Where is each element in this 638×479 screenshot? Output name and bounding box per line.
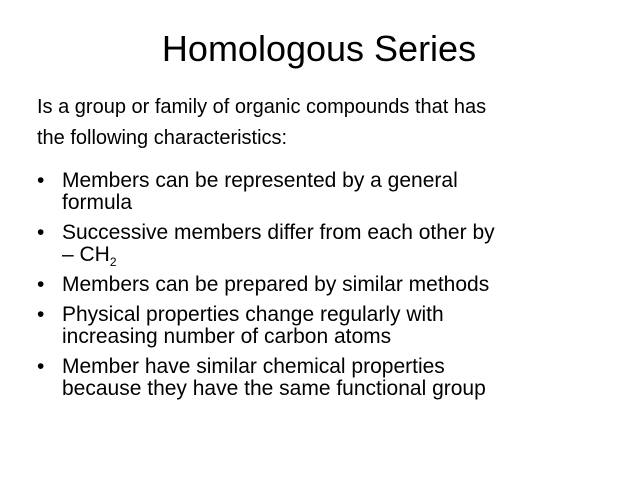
intro-text	[37, 92, 617, 154]
bullet-icon: •	[37, 169, 45, 192]
list-item	[37, 304, 617, 348]
list-item	[37, 170, 617, 214]
list-item	[37, 274, 617, 296]
bullet-text-line-1: Member have similar chemical properties	[62, 355, 445, 378]
bullet-text-line-1: Successive members differ from each other by	[62, 221, 495, 244]
characteristics-list	[37, 170, 617, 408]
list-item	[37, 221, 617, 269]
slide-title: Homologous Series	[161, 28, 477, 69]
formula-prefix: – CH	[62, 243, 110, 266]
bullet-icon: •	[37, 355, 45, 378]
intro-line-2: the following characteristics:	[37, 127, 288, 149]
bullet-icon: •	[37, 221, 45, 244]
bullet-text-line-2: increasing number of carbon atoms	[62, 325, 392, 348]
bullet-text-line-1: Physical properties change regularly with	[62, 303, 444, 326]
bullet-text-line-1: Members can be represented by a general	[62, 169, 458, 192]
bullet-icon: •	[37, 303, 45, 326]
intro-line-1: Is a group or family of organic compounds that has	[37, 96, 487, 118]
list-item	[37, 356, 617, 400]
bullet-text-line-2: formula	[62, 191, 133, 214]
bullet-text-line-2: because they have the same functional group	[62, 377, 486, 400]
formula-subscript: 2	[109, 255, 117, 269]
bullet-icon: •	[37, 273, 45, 296]
bullet-text-line-1: Members can be prepared by similar methods	[62, 273, 490, 296]
